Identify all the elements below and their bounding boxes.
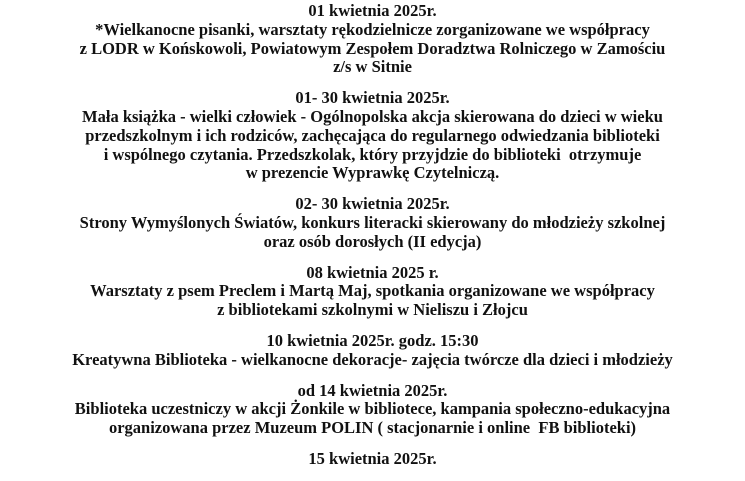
event-description-line: i wspólnego czytania. Przedszkolak, który przyjdzie do biblioteki otrzymuje	[103, 144, 642, 164]
event-entry	[0, 450, 745, 469]
event-description-line: Strony Wymyślonych Światów, konkurs literacki skierowany do młodzieży szkolnej	[79, 212, 666, 232]
event-description-line: organizowana przez Muzeum POLIN ( stacjonarnie i online FB biblioteki)	[108, 418, 637, 438]
event-date: od 14 kwietnia 2025r.	[297, 380, 448, 400]
event-description-line: z/s w Sitnie	[333, 57, 412, 77]
event-description-line: Biblioteka uczestniczy w akcji Żonkile w bibliotece, kampania społeczno-edukacyjna	[74, 399, 671, 419]
event-entry	[0, 89, 745, 183]
event-entry	[0, 264, 745, 320]
event-entry	[0, 2, 745, 77]
event-description-line: w prezencie Wyprawkę Czytelniczą.	[245, 163, 500, 183]
event-description-line: Mała książka - wielki człowiek - Ogólnopolska akcja skierowana do dzieci w wieku	[82, 106, 663, 126]
event-entry	[0, 382, 745, 438]
event-entry	[0, 195, 745, 251]
event-date: 15 kwietnia 2025r.	[308, 448, 437, 468]
event-entry	[0, 332, 745, 370]
event-date: 08 kwietnia 2025 r.	[306, 262, 439, 282]
event-schedule-document	[0, 2, 745, 481]
event-description-line: z LODR w Końskowoli, Powiatowym Zespołem Doradztwa Rolniczego w Zamościu	[79, 38, 666, 58]
event-description-line: Kreatywna Biblioteka - wielkanocne dekoracje- zajęcia twórcze dla dzieci i młodzieży	[72, 349, 673, 369]
event-description-line: Warsztaty z psem Preclem i Martą Maj, spotkania organizowane we współpracy	[90, 281, 655, 301]
event-date: 01 kwietnia 2025r.	[308, 1, 437, 20]
event-description-line: *Wielkanocne pisanki, warsztaty rękodzielnicze zorganizowane we współpracy	[95, 19, 650, 39]
event-description-line: przedszkolnym i ich rodziców, zachęcająca do regularnego odwiedzania biblioteki	[85, 125, 660, 145]
event-description-line: z bibliotekami szkolnymi w Nieliszu i Złojcu	[217, 300, 528, 320]
event-description-line: oraz osób dorosłych (II edycja)	[263, 231, 482, 251]
event-date: 10 kwietnia 2025r. godz. 15:30	[266, 330, 479, 350]
event-date: 02- 30 kwietnia 2025r.	[295, 194, 450, 214]
event-date: 01- 30 kwietnia 2025r.	[295, 88, 450, 108]
